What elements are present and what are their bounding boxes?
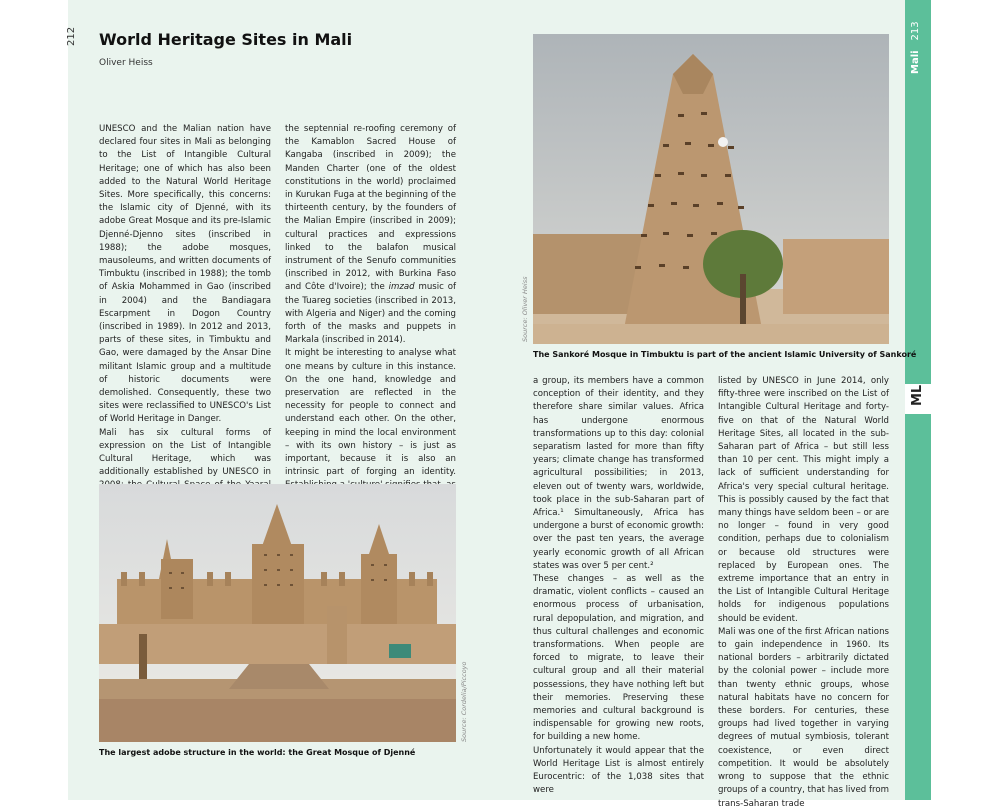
photo-caption-djenne: The largest adobe structure in the world: the Great Mosque of Djenné [99,748,416,757]
page-number-left: 212 [66,26,77,46]
photo-caption-sankore: The Sankoré Mosque in Timbuktu is part of the ancient Islamic University of Sankoré [533,350,917,359]
paragraph: the septennial re-roofing ceremony of the Kamablon Sacred House of Kangaba (inscribed in 2009); the Manden Charter (one of the oldest constitutions in the world) proclaimed in Kurukan Fuga at the beginning of the thirteenth century, by the founders of the Malian Empire (inscribed in 2009); cultural practices and expressions linked to the balafon musical instrument of the Senufo communities (inscribed in 2012, with Burkina Faso and Côte d'Ivoire); the imzad music of the Tuareg societies (inscribed in 2013, with Algeria and Niger) and the coming forth of the masks and puppets in Markala (inscribed in 2014). [285,124,457,346]
text-column-4 [718,375,889,811]
photo-source-djenne: Source: Cordelia/Piccoyo [460,661,468,742]
photo-sankore-mosque [533,34,889,344]
text-column-2 [285,123,456,493]
article-author: Oliver Heiss [99,58,153,68]
imzad-term: imzad [388,282,415,293]
paragraph: listed by UNESCO in June 2014, only fifty-three were inscribed on the List of Intangible Cultural Heritage and forty-five on that of the Natural World Heritage Sites, all located in the sub-Saharan part of Africa – but still less than 10 per cent. This might imply a lack of sufficient understanding for Africa's very special cultural heritage. This is possibly caused by the fact that many things have seldom been – or are no longer – found in very good condition, perhaps due to colonialism or because old structures were replaced by European ones. The extreme importance that an entry in the List of Intangible Cultural Heritage holds for indigenous populations should be evident. [718,376,889,624]
paragraph: a group, its members have a common conception of their identity, and they therefore share similar values. Africa has undergone enormous transformations up to this day: colonial separatism lasted for more than fifty years; climate change has transformed agricultural possibilities; in 2013, eleven out of twenty wars, worldwide, took place in the sub-Saharan part of Africa.¹ Simultaneously, Africa has undergone a burst of economic growth: over the past ten years, the average yearly economic growth of all African states was over 5 per cent.² [533,376,704,571]
paragraph: UNESCO and the Malian nation have declared four sites in Mali as belonging to the List of Intangible Cultural Heritage; one of which has also been added to the Natural World Heritage Sites. More specifically, this concerns: the Islamic city of Djenné, with its adobe Great Mosque and its pre-Islamic Djenné-Djenno sites (inscribed in 1988); the adobe mosques, mausoleums, and written documents of Timbuktu (inscribed in 1988); the tomb of Askia Mohammed in Gao (inscribed in 2004) and the Bandiagara Escarpment in Dogon Country (inscribed in 1989). In 2012 and 2013, parts of these sites, in Timbuktu and Gao, were damaged by the Ansar Dine militant Islamic group and a multitude of historic documents were demolished. Consequently, these two sites were reclassified to UNESCO's List of World Heritage in Danger. [99,124,271,425]
article-title: World Heritage Sites in Mali [99,30,353,49]
sankore-mosque-illustration [533,34,889,344]
country-code-box [905,384,931,414]
photo-great-mosque-djenne [99,484,456,742]
country-code: ML [910,384,925,406]
text-column-1 [99,123,271,506]
djenne-mosque-illustration [99,484,456,742]
paragraph: These changes – as well as the dramatic, violent conflicts – caused an enormous process of urbanisation, rural depopulation, and migration, and thus cultural challenges and economic transformations. When people are forced to migrate, to leave their cultural group and all their material possessions, they have nothing left but their memories. Preserving these memories and cultural background is indispensable for growing new roots, for building a new home. [533,574,704,743]
paragraph: Mali was one of the first African nations to gain independence in 1960. Its national borders – arbitrarily dictated by the colonial power – include more than twenty ethnic groups, whose natural habitats have no concern for these borders. For centuries, these groups had lived together in varying degrees of mutual symbiosis, tolerant coexistence, or even direct competition. It would be absolutely wrong to suppose that the ethnic groups of a country, that has lived from trans-Saharan trade [718,626,889,809]
chapter-tab-label [910,21,921,74]
paragraph: Mali has six cultural forms of expression on the List of Intangible Cultural Heritage, which was additionally established by UNESCO in [99,427,271,478]
paragraph: It might be interesting to analyse what one means by culture in this instance. On the one hand, knowledge and preservation are reflected in the necessity for people to connect and understand each other. On the other, keeping in mind the local environment – with its own history – is just as important, because it is also an intrinsic part of forging an identity. [285,348,456,478]
paragraph: Unfortunately it would appear that the World Heritage List is almost entirely Eurocentric: of the 1,038 sites that were [533,745,704,796]
page-number-right: 213 [910,21,921,41]
text-column-3 [533,375,704,798]
tab-country-label: Mali [910,50,921,74]
photo-source-sankore: Source: Oliver Heiss [521,276,529,342]
